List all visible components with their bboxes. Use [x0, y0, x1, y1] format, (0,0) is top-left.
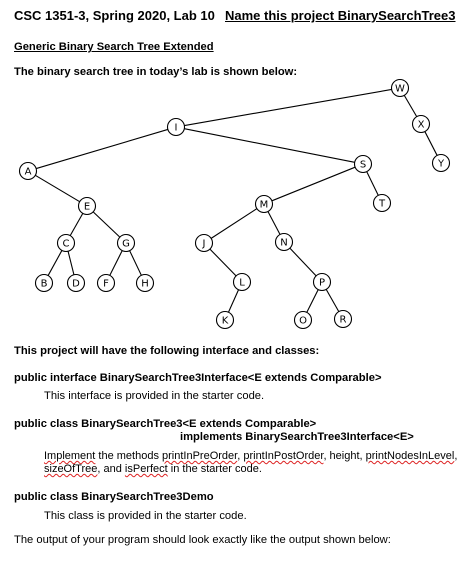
- svg-text:I: I: [174, 122, 178, 134]
- tree-node-m: [256, 196, 273, 213]
- svg-text:J: J: [202, 238, 206, 250]
- svg-text:C: C: [62, 238, 70, 250]
- tree-node-k: [217, 312, 234, 329]
- method-printnodesinlevel: printNodesInLevel: [365, 450, 455, 462]
- svg-text:F: F: [103, 278, 109, 290]
- svg-text:S: S: [359, 159, 367, 171]
- svg-text:K: K: [221, 315, 229, 327]
- tree-node-g: [118, 235, 135, 252]
- svg-text:R: R: [339, 314, 347, 326]
- svg-text:T: T: [378, 198, 386, 210]
- text-comma: ,: [454, 450, 458, 462]
- svg-text:H: H: [141, 278, 149, 290]
- tree-edge-s-t: [367, 172, 379, 196]
- demo-declaration: public class BinarySearchTree3Demo: [14, 491, 214, 503]
- tree-node-c: [58, 235, 75, 252]
- svg-text:M: M: [259, 199, 269, 211]
- svg-text:B: B: [40, 278, 48, 290]
- text-the-methods: the methods: [95, 450, 163, 462]
- tree-node-o: [295, 312, 312, 329]
- class-implements: implements BinarySearchTree3Interface<E>: [180, 431, 414, 443]
- tree-edge-j-l: [210, 249, 236, 276]
- course-title: CSC 1351-3, Spring 2020, Lab 10: [14, 8, 215, 23]
- tree-edge-n-p: [290, 248, 316, 276]
- tree-edge-p-o: [307, 290, 318, 313]
- tree-node-i: [168, 119, 185, 136]
- svg-text:O: O: [299, 315, 307, 327]
- svg-text:G: G: [122, 238, 130, 250]
- svg-text:Y: Y: [437, 158, 445, 170]
- tree-node-r: [335, 311, 352, 328]
- tree-edge-c-d: [68, 251, 74, 275]
- tree-edge-p-r: [326, 289, 339, 311]
- tree-edge-i-a: [36, 129, 168, 168]
- tree-node-d: [68, 275, 85, 292]
- tree-edge-l-k: [228, 290, 238, 312]
- class-declaration: public class BinarySearchTree3<E extends Comparable>: [14, 418, 317, 430]
- text-and: , and: [97, 463, 125, 475]
- tree-node-p: [314, 274, 331, 291]
- tree-node-j: [196, 235, 213, 252]
- word-implement: Implement: [44, 450, 96, 462]
- text-comma: ,: [237, 450, 244, 462]
- tree-node-n: [276, 234, 293, 251]
- tree-edge-w-i: [184, 89, 391, 125]
- tree-node-s: [355, 156, 372, 173]
- footer-text: The output of your program should look exactly like the output shown below:: [14, 534, 391, 546]
- tree-node-b: [36, 275, 53, 292]
- subtitle: Generic Binary Search Tree Extended: [14, 41, 214, 53]
- intro-text: The binary search tree in today’s lab is shown below:: [14, 66, 298, 78]
- svg-text:A: A: [24, 166, 32, 178]
- tree-node-f: [98, 275, 115, 292]
- tree-edge-x-y: [425, 132, 437, 156]
- svg-text:E: E: [83, 201, 91, 213]
- tree-edge-s-m: [272, 167, 355, 201]
- tree-edge-m-n: [268, 212, 280, 235]
- tree-edge-e-c: [70, 213, 83, 235]
- tree-node-h: [137, 275, 154, 292]
- interface-description: This interface is provided in the starter code.: [44, 390, 265, 402]
- tree-edge-g-f: [110, 251, 122, 276]
- tree-edge-m-j: [211, 209, 257, 239]
- tree-node-a: [20, 163, 37, 180]
- tree-edge-c-b: [48, 250, 62, 275]
- method-isperfect: isPerfect: [124, 463, 168, 475]
- svg-text:N: N: [280, 237, 288, 249]
- tree-node-l: [234, 274, 251, 291]
- class-description: [44, 450, 457, 462]
- tree-node-y: [433, 155, 450, 172]
- tree-edge-a-e: [35, 175, 79, 201]
- svg-text:L: L: [239, 277, 245, 289]
- binary-search-tree-diagram: [0, 75, 474, 335]
- svg-text:P: P: [318, 277, 326, 289]
- tree-node-e: [79, 198, 96, 215]
- tree-node-w: [392, 80, 409, 97]
- tree-edge-g-h: [130, 251, 142, 276]
- section-intro: This project will have the following interface and classes:: [14, 345, 320, 357]
- method-printinpreorder: printInPreOrder: [162, 450, 238, 462]
- method-sizeoftree: sizeOfTree: [44, 463, 98, 475]
- svg-text:D: D: [72, 278, 80, 290]
- tree-node-x: [413, 116, 430, 133]
- project-name: Name this project BinarySearchTree3: [225, 8, 456, 23]
- method-printinpostorder: printInPostOrder: [243, 450, 324, 462]
- svg-text:X: X: [417, 119, 425, 131]
- tree-node-t: [374, 195, 391, 212]
- tree-edge-e-g: [93, 212, 120, 237]
- svg-text:W: W: [395, 83, 405, 95]
- method-height: , height,: [323, 450, 366, 462]
- tree-edge-i-s: [184, 129, 354, 163]
- tree-edge-w-x: [404, 95, 416, 116]
- demo-description: This class is provided in the starter code.: [44, 510, 247, 522]
- text-tail: in the starter code.: [167, 463, 262, 475]
- class-description-line2: [44, 463, 262, 475]
- interface-declaration: public interface BinarySearchTree3Interface<E extends Comparable>: [14, 372, 382, 384]
